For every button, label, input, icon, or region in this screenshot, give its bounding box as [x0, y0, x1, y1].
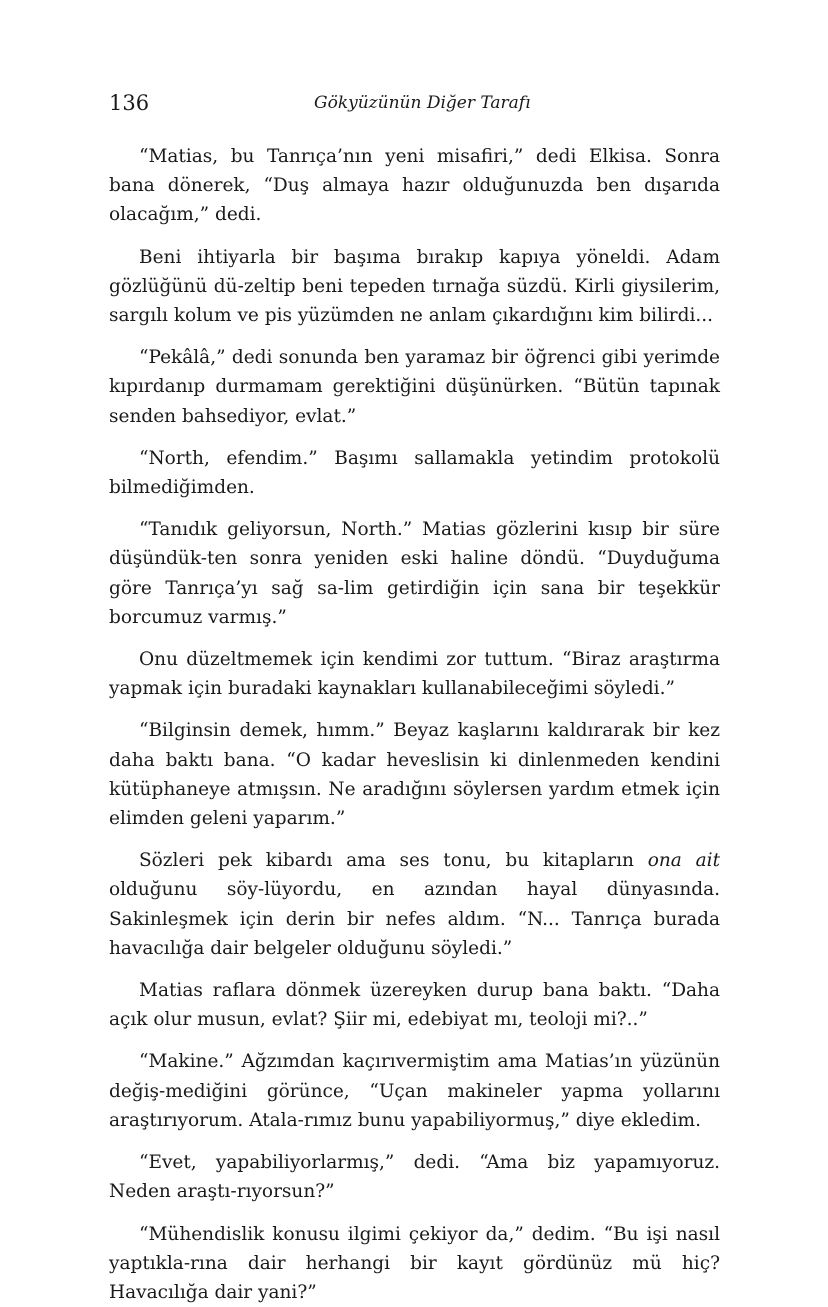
paragraph: “Tanıdık geliyorsun, North.” Matias gözlerini kısıp bir süre düşündük-ten sonra yeniden eski haline döndü. “Duyduğuma göre Tanrıça’yı sağ sa-lim getirdiğin için sana bir teşekkür borcumuz varmış.” — [109, 515, 720, 632]
paragraph: Matias raflara dönmek üzereyken durup bana baktı. “Daha açık olur musun, evlat? Şiir mi, edebiyat mı, teoloji mi?..” — [109, 976, 720, 1034]
paragraph: “North, efendim.” Başımı sallamakla yetindim protokolü bilmediğimden. — [109, 444, 720, 502]
emphasis-text: ona ait — [648, 850, 720, 871]
running-header — [109, 88, 719, 118]
paragraph-text: olduğunu söy-lüyordu, en azından hayal dünyasında. Sakinleşmek için derin bir nefes aldım. “N... Tanrıça burada havacılığa dair belgeler olduğunu söyledi.” — [109, 879, 720, 958]
paragraph — [109, 846, 720, 963]
paragraph: “Matias, bu Tanrıça’nın yeni misafiri,” dedi Elkisa. Sonra bana dönerek, “Duş almaya hazır olduğunuzda ben dışarıda olacağım,” dedi. — [109, 142, 720, 230]
page-number: 136 — [109, 88, 149, 118]
paragraph: “Evet, yapabiliyorlarmış,” dedi. “Ama biz yapamıyoruz. Neden araştı-rıyorsun?” — [109, 1148, 720, 1206]
paragraph: Beni ihtiyarla bir başıma bırakıp kapıya yöneldi. Adam gözlüğünü dü-zeltip beni tepeden tırnağa süzdü. Kirli giysilerim, sargılı kolum ve pis yüzümden ne anlam çıkardığını kim bilirdi... — [109, 243, 720, 331]
paragraph: “Mühendislik konusu ilgimi çekiyor da,” dedim. “Bu işi nasıl yaptıkla-rına dair herhangi bir kayıt gördünüz mü hiç? Havacılığa dair yani?” — [109, 1220, 720, 1307]
book-title: Gökyüzünün Diğer Tarafı — [314, 88, 531, 118]
paragraph: “Pekâlâ,” dedi sonunda ben yaramaz bir öğrenci gibi yerimde kıpırdanıp durmamam gerektiğini düşünürken. “Bütün tapınak senden bahsediyor, evlat.” — [109, 343, 720, 431]
paragraph: “Makine.” Ağzımdan kaçırıvermiştim ama Matias’ın yüzünün değiş-mediğini görünce, “Uçan makineler yapma yollarını araştırıyorum. Atala-rımız bunu yapabiliyormuş,” diye ekledim. — [109, 1047, 720, 1135]
paragraph-text: Sözleri pek kibardı ama ses tonu, bu kitapların — [139, 850, 648, 871]
paragraph: “Bilginsin demek, hımm.” Beyaz kaşlarını kaldırarak bir kez daha baktı bana. “O kadar heveslisin ki dinlenmeden kendini kütüphaneye atmışsın. Ne aradığını söylersen yardım etmek için elimden geleni yaparım.” — [109, 716, 720, 833]
paragraph: Onu düzeltmemek için kendimi zor tuttum. “Biraz araştırma yapmak için buradaki kaynakları kullanabileceğimi söyledi.” — [109, 645, 720, 703]
body-text — [109, 142, 720, 1307]
